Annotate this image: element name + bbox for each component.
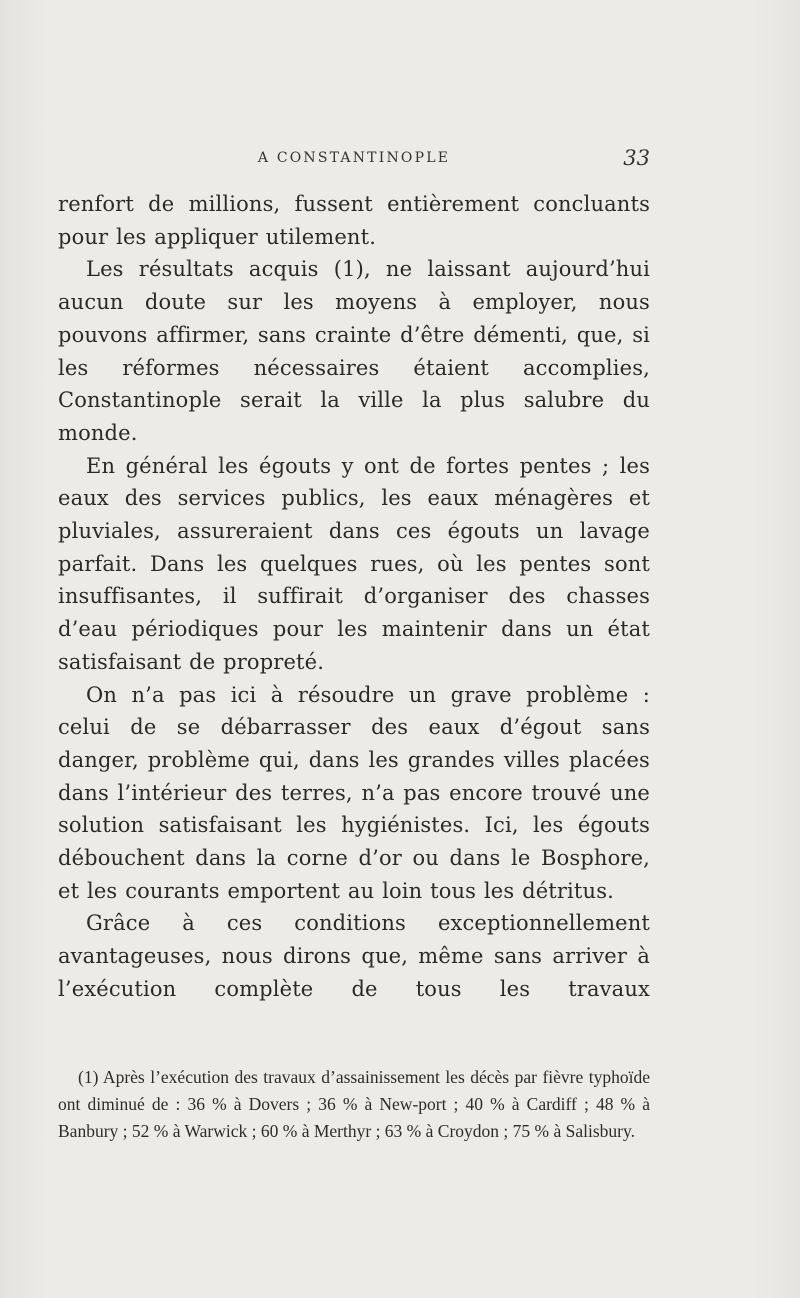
paragraph-5: Grâce à ces conditions exceptionnellement avantageuses, nous dirons que, même sans arriver à l’exécution complète de tous les travaux	[58, 911, 650, 1001]
body-text	[58, 188, 650, 1006]
page-number: 33	[623, 146, 650, 170]
paragraph-1: renfort de millions, fussent entièrement concluants pour les appliquer utilement.	[58, 192, 650, 249]
running-title: A CONSTANTINOPLE	[257, 150, 451, 166]
paragraph-4: On n’a pas ici à résoudre un grave problème : celui de se débarrasser des eaux d’égout sans danger, problème qui, dans les grandes villes placées dans l’intérieur des terres, n’a pas encore trouvé une solution satisfaisant les hygiénistes. Ici, les égouts débouchent dans la corne d’or ou dans le Bosphore, et les courants emportent au loin tous les détritus.	[58, 682, 650, 903]
footnote: (1) Après l’exécution des travaux d’assainissement les décès par fièvre typhoïde ont diminué de : 36 % à Dovers ; 36 % à New-port ; 40 % à Cardiff ; 48 % à Banbury ; 52 % à Warwick ; 60 % à Merthyr ; 63 % à Croydon ; 75 % à Salisbury.	[58, 1067, 650, 1141]
running-head	[58, 146, 650, 176]
paragraph-2: Les résultats acquis (1), ne laissant aujourd’hui aucun doute sur les moyens à employer, nous pouvons affirmer, sans crainte d’être démenti, que, si les réformes nécessaires étaient accomplies, Constantinople serait la ville la plus salubre du monde.	[58, 257, 650, 445]
paragraph-3: En général les égouts y ont de fortes pentes ; les eaux des services publics, les eaux ménagères et pluviales, assureraient dans ces égouts un lavage parfait. Dans les quelques rues, où les pentes sont insuffisantes, il suffirait d’organiser des chasses d’eau périodiques pour les maintenir dans un état satisfaisant de propreté.	[58, 453, 650, 674]
